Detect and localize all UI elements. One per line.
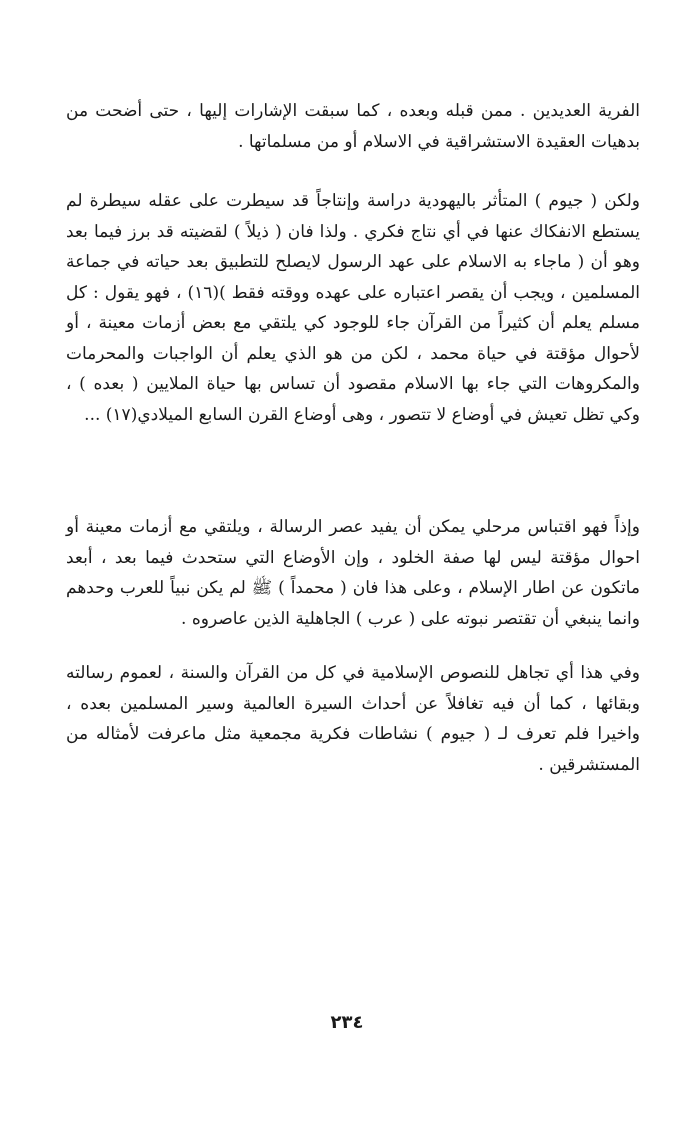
- paragraph-3: وإذاً فهو اقتباس مرحلي يمكن أن يفيد عصر الرسالة ، ويلتقي مع أزمات معينة أو احوال مؤقتة ليس لها صفة الخلود ، وإن الأوضاع التي ستحدث فيما بعد ، أبعد ماتكون عن اطار الإسلام ، وعلى هذا فان ( محمداً ) ﷺ لم يكن نبياً للعرب وحدهم وانما ينبغي أن تقتصر نبوته على ( عرب ) الجاهلية الذين عاصروه .: [66, 517, 640, 629]
- paragraph-4: وفي هذا أي تجاهل للنصوص الإسلامية في كل من القرآن والسنة ، لعموم رسالته وبقائها ، كما أن فيه تغافلاً عن أحداث السيرة العالمية وسير المسلمين بعده ، واخيرا فلم تعرف لـ ( جيوم ) نشاطات فكرية مجمعية مثل ماعرفت لأمثاله من المستشرقين .: [66, 663, 640, 775]
- paragraph-1: الفرية العديدين . ممن قبله وبعده ، كما سبقت الإشارات إليها ، حتى أضحت من بدهيات العقيدة الاستشراقية في الاسلام أو من مسلماتها .: [66, 101, 640, 152]
- page-number: ٢٣٤: [330, 1012, 364, 1033]
- paragraph-2: ولكن ( جيوم ) المتأثر باليهودية دراسة وإنتاجاً قد سيطرت على عقله سيطرة لم يستطع الانفكاك عنها في أي نتاج فكري . ولذا فان ( ذيلاً ) لقضيته قد برز فيما بعد وهو أن ( ماجاء به الاسلام على عهد الرسول لايصلح للتطبيق بعد حياته في جماعة المسلمين ، ويجب أن يقصر اعتباره على عهده ووقته فقط )(١٦) ، فهو يقول : كل مسلم يعلم أن كثيراً من القرآن جاء للوجود كي يلتقي مع بعض أزمات معينة ، أو لأحوال مؤقتة في حياة محمد ، لكن من هو الذي يعلم أن الواجبات والمحرمات والمكروهات التي جاء بها الاسلام مقصود أن تساس بها حياة الملايين ( بعده ) ، وكي تظل تعيش في أوضاع لا تتصور ، وهى أوضاع القرن السابع الميلادي(١٧) ...: [66, 191, 640, 425]
